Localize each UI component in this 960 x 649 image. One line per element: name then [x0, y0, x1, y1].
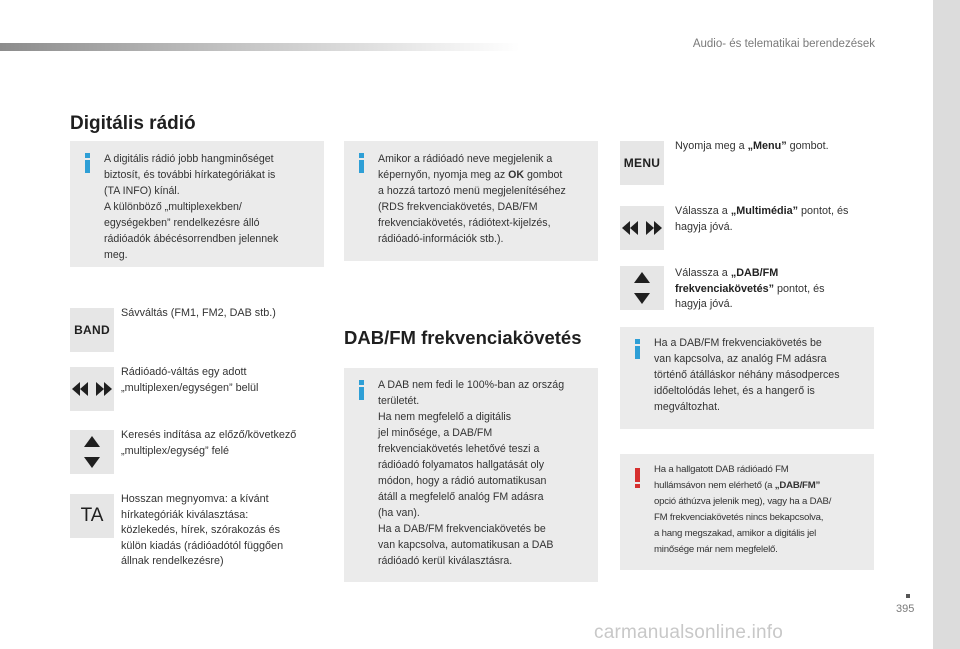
header-title: Audio- és telematikai berendezések [692, 38, 875, 50]
section-title-digital-radio: Digitális rádió [70, 113, 196, 134]
up-down-button[interactable] [620, 266, 664, 310]
warning-box [620, 454, 874, 570]
watermark: carmanualsonline.info [594, 622, 784, 643]
step-menu: Nyomja meg a „Menu” gombot. [675, 140, 829, 152]
step-dab-fm: Válassza a „DAB/FM frekvenciakövetés” pontot, és hagyja jóvá. [675, 267, 825, 310]
station-menu-text: Amikor a rádióadó neve megjelenik a képernyőn, nyomja meg az OK gombot a hozzá tartozó menü megjelenítéséhez (RDS frekvenciakövetés, DAB/FM frekvenciakövetés, rádiótext-kijelzés, rádióadó-információk stb.). [378, 153, 566, 245]
up-down-arrows-icon [634, 272, 650, 304]
ta-label: TA [80, 505, 104, 526]
info-box-time-shift [620, 327, 874, 429]
step-multimedia: Válassza a „Multimédia” pontot, és hagyja jóvá. [675, 205, 849, 233]
seek-arrows-button[interactable] [70, 367, 114, 411]
seek-arrows-button[interactable] [620, 206, 664, 250]
seek-arrows-icon [622, 221, 662, 235]
page-marker [906, 594, 910, 598]
info-box-dab-coverage [344, 368, 598, 582]
time-shift-text: Ha a DAB/FM frekvenciakövetés be van kapcsolva, az analóg FM adásra történő átálláskor néhány másodperces időeltolódás lehet, és a hangerő is megváltozhat. [654, 337, 840, 413]
page-number: 395 [896, 603, 915, 615]
header-gradient-bar [0, 43, 520, 51]
band-button[interactable] [70, 308, 114, 352]
warning-icon [631, 468, 645, 488]
menu-label: MENU [623, 156, 661, 170]
up-down-arrows-icon [84, 436, 100, 468]
up-down-button[interactable] [70, 430, 114, 474]
search-description: Keresés indítása az előző/következő „multiplex/egység” felé [121, 429, 297, 457]
band-label: BAND [74, 323, 110, 337]
info-box-digital-radio [70, 141, 324, 267]
info-box-station-menu [344, 141, 598, 261]
info-icon [631, 339, 645, 359]
seek-description: Rádióadó-váltás egy adott „multiplexen/egységen” belül [121, 366, 259, 394]
ta-button[interactable] [70, 494, 114, 538]
warning-text: Ha a hallgatott DAB rádióadó FM hullámsávon nem elérhető (a „DAB/FM” opció áthúzva jelenik meg), vagy ha a DAB/ FM frekvenciakövetés nincs bekapcsolva, a hang megszakad, amikor a digitális jel minősége már nem megfelelő. [654, 464, 832, 555]
section-title-dab-fm: DAB/FM frekvenciakövetés [344, 327, 582, 348]
band-description: Sávváltás (FM1, FM2, DAB stb.) [121, 307, 276, 319]
dab-coverage-text: A DAB nem fedi le 100%-ban az ország területét. Ha nem megfelelő a digitális jel minősége, a DAB/FM frekvenciakövetés lehetővé teszi a rádióadó folyamatos hallgatását oly módon, hogy a rádió automatikusan átáll a megfelelő analóg FM adásra (ha van). Ha a DAB/FM frekvenciakövetés be van kapcsolva, automatikusan a DAB rádióadó kerül kiválasztásra. [378, 379, 565, 567]
menu-button[interactable] [620, 141, 664, 185]
ok-button-label: OK [508, 169, 525, 181]
seek-arrows-icon [72, 382, 112, 396]
ta-description: Hosszan megnyomva: a kívánt hírkategóriák kiválasztása: közlekedés, hírek, szórakozás és külön kiadás (rádióadótól függően állnak rendelkezésre) [121, 493, 284, 567]
info-text: A digitális rádió jobb hangminőséget biztosít, és további hírkategóriákat is (TA INFO) kínál. A különböző „multiplexekben/ egységekben” rendelkezésre álló rádióadók ábécésorrendben jelennek meg. [104, 153, 279, 261]
info-icon [355, 153, 369, 173]
page-sidebar-strip [933, 0, 960, 649]
info-icon [355, 380, 369, 400]
info-icon [81, 153, 95, 173]
